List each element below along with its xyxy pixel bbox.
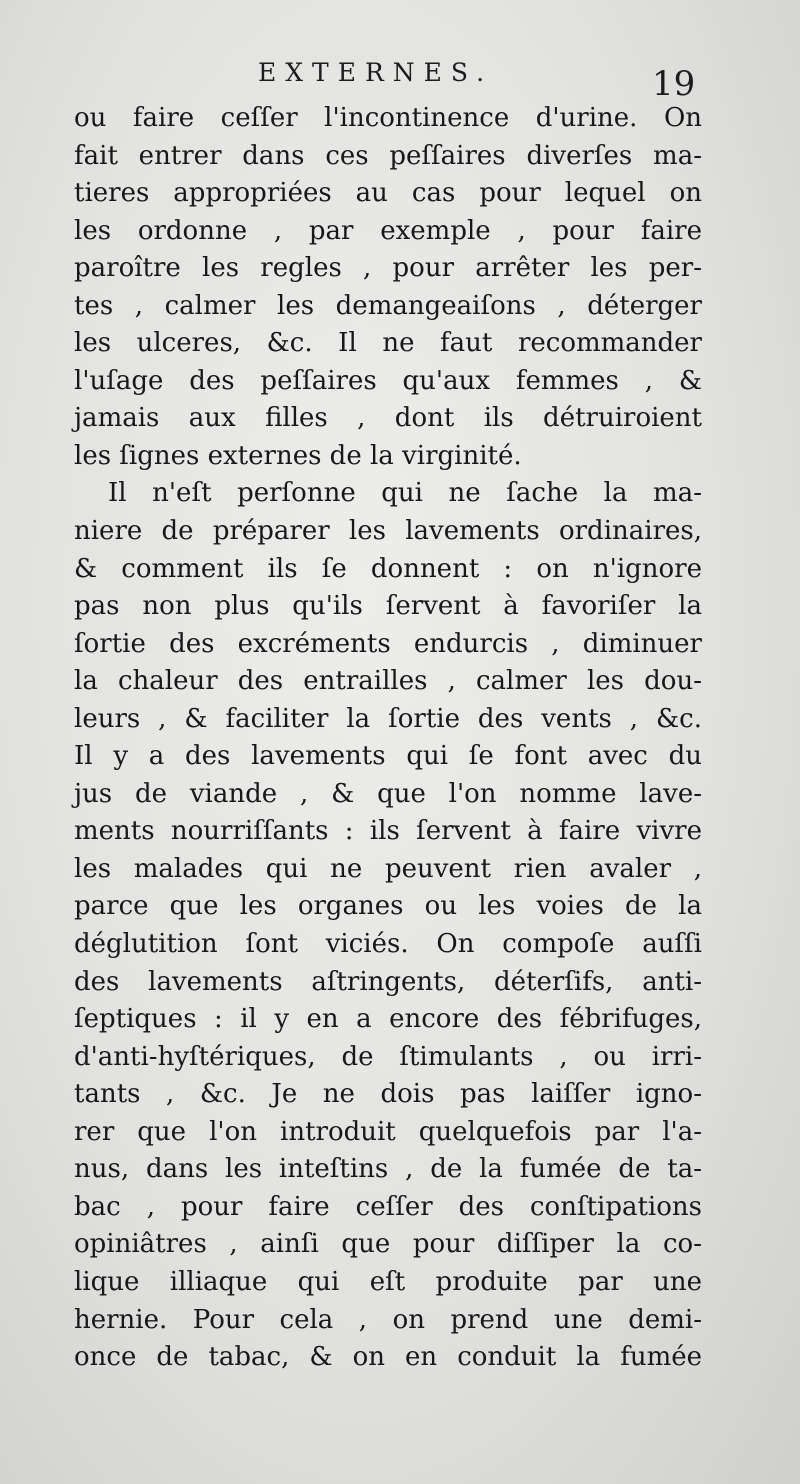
paragraph-end-line: les ſignes externes de la virginité. <box>74 440 522 471</box>
text-line: ments nourriſſants : ils ſervent à faire vivre <box>74 816 702 847</box>
text-line: des lavements aſtringents, déterſifs, anti- <box>74 966 702 997</box>
text-line: once de tabac, & on en conduit la fumée <box>74 1342 702 1373</box>
text-line: jus de viande , & que l'on nomme lave- <box>74 778 702 809</box>
text-line: déglutition ſont viciés. On compoſe auſſi <box>74 929 702 960</box>
text-line: d'anti-hyſtériques, de ſtimulants , ou irri- <box>74 1041 702 1072</box>
text-line: ſeptiques : il y en a encore des fébrifuges, <box>74 1004 702 1035</box>
page-number: 19 <box>652 64 696 104</box>
text-line: tes , calmer les demangeaiſons , déterger <box>74 290 702 321</box>
text-line: pas non plus qu'ils ſervent à favoriſer la <box>74 591 702 622</box>
text-line: opiniâtres , ainſi que pour diſſiper la co- <box>74 1229 702 1260</box>
text-line: tants , &c. Je ne dois pas laiſſer igno- <box>74 1079 702 1110</box>
text-line: rer que l'on introduit quelquefois par l'a- <box>74 1116 702 1147</box>
running-head: EXTERNES. <box>258 58 494 87</box>
text-line: paroître les regles , pour arrêter les per- <box>74 253 702 284</box>
page-header <box>0 58 800 104</box>
text-line: la chaleur des entrailles , calmer les dou- <box>74 666 702 697</box>
paragraph-start-line: Il n'eſt perſonne qui ne ſache la ma- <box>108 478 702 509</box>
text-line: hernie. Pour cela , on prend une demi- <box>74 1304 702 1335</box>
text-line: fait entrer dans ces peſſaires diverſes ma- <box>74 140 702 171</box>
text-line: les malades qui ne peuvent rien avaler , <box>74 853 702 884</box>
text-line: ou faire ceſſer l'incontinence d'urine. On <box>74 103 702 133</box>
text-line: nus, dans les inteſtins , de la fumée de ta- <box>74 1154 702 1185</box>
text-line: jamais aux filles , dont ils détruiroient <box>74 403 702 434</box>
text-line: les ulceres, &c. Il ne faut recommander <box>74 328 702 359</box>
text-line: Il y a des lavements qui ſe font avec du <box>74 741 702 772</box>
body-text <box>74 100 702 1377</box>
text-line: niere de préparer les lavements ordinaires, <box>74 516 702 547</box>
text-line: lique illiaque qui eſt produite par une <box>74 1266 702 1297</box>
text-line: parce que les organes ou les voies de la <box>74 891 702 922</box>
text-line: les ordonne , par exemple , pour faire <box>74 215 702 246</box>
text-line: & comment ils ſe donnent : on n'ignore <box>74 553 702 584</box>
text-line: l'uſage des peſſaires qu'aux femmes , & <box>74 365 702 396</box>
text-line: bac , pour faire ceſſer des conſtipations <box>74 1191 702 1222</box>
text-line: leurs , & faciliter la ſortie des vents , &c. <box>74 703 702 734</box>
text-line: ſortie des excréments endurcis , diminuer <box>74 628 702 659</box>
text-line: tieres appropriées au cas pour lequel on <box>74 178 702 209</box>
